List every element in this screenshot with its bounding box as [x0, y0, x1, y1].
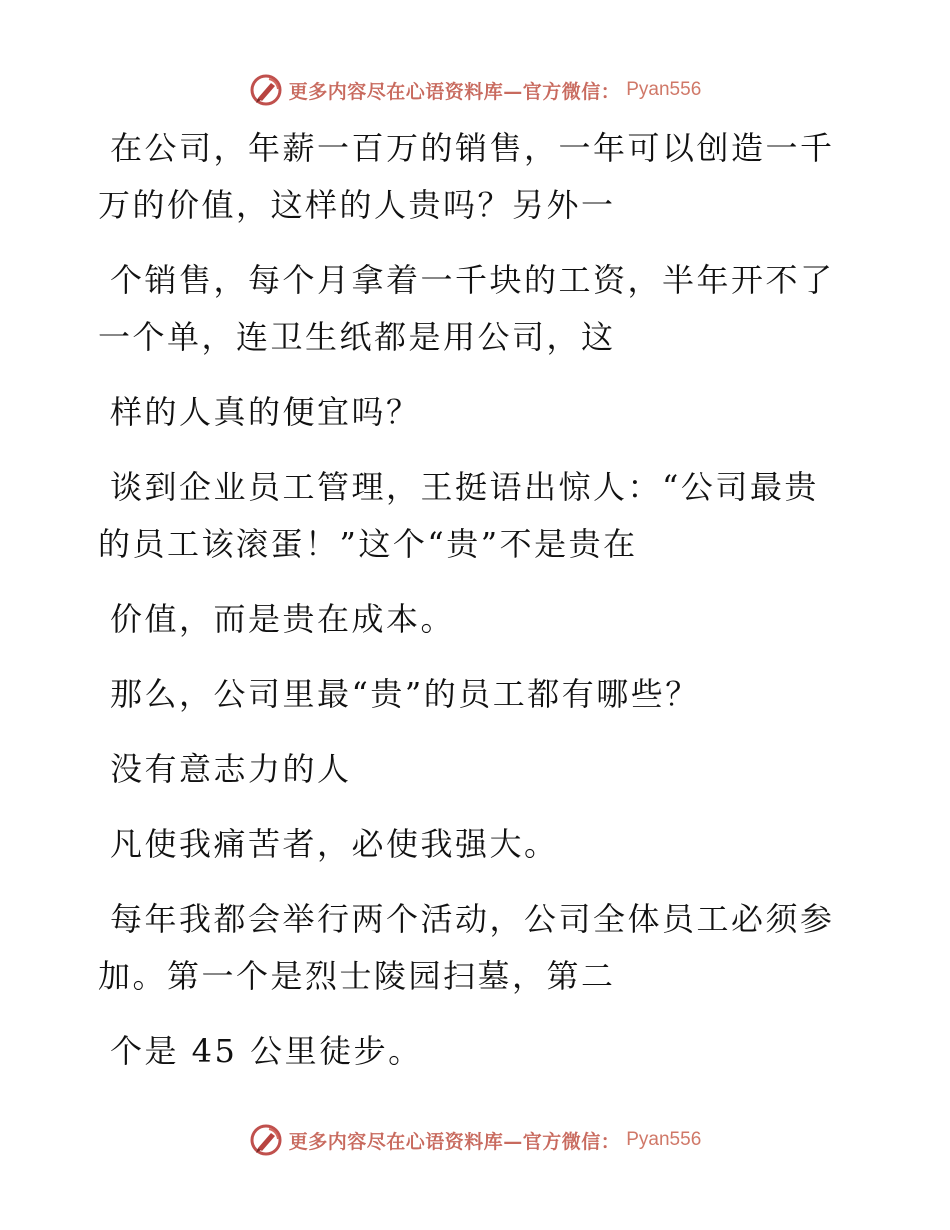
paragraph-line: 一个单，连卫生纸都是用公司，这	[98, 318, 616, 356]
paragraph-line: 个销售，每个月拿着一千块的工资，半年开不了	[110, 261, 835, 299]
paragraph-line: 在公司，年薪一百万的销售，一年可以创造一千	[110, 129, 835, 167]
watermark-wechat-id: Pyan556	[626, 1129, 702, 1150]
paragraph-line: 加。第一个是烈士陵园扫墓，第二	[98, 957, 616, 995]
paragraph-line: 那么，公司里最“贵”的员工都有哪些？	[110, 675, 700, 713]
paragraph-line: 个是 45 公里徒步。	[110, 1032, 423, 1070]
header-watermark	[0, 70, 950, 110]
section-heading: 没有意志力的人	[110, 750, 352, 788]
paragraph-line: 样的人真的便宜吗？	[110, 393, 421, 431]
paragraph-line: 每年我都会举行两个活动，公司全体员工必须参	[110, 900, 835, 938]
pen-logo-icon	[249, 73, 283, 107]
paragraph-line: 的员工该滚蛋！”这个“贵”不是贵在	[98, 525, 638, 563]
pen-logo-icon	[249, 1123, 283, 1157]
paragraph-line: 谈到企业员工管理，王挺语出惊人：“公司最贵	[110, 468, 819, 506]
paragraph-line: 凡使我痛苦者，必使我强大。	[110, 825, 559, 863]
watermark-wechat-id: Pyan556	[626, 79, 702, 100]
watermark-text: 更多内容尽在心语资料库—官方微信：	[288, 1130, 621, 1153]
paragraph-line: 价值，而是贵在成本。	[110, 600, 456, 638]
footer-watermark	[0, 1120, 950, 1160]
watermark-text: 更多内容尽在心语资料库—官方微信：	[288, 80, 621, 103]
paragraph-line: 万的价值，这样的人贵吗？另外一	[98, 186, 616, 224]
